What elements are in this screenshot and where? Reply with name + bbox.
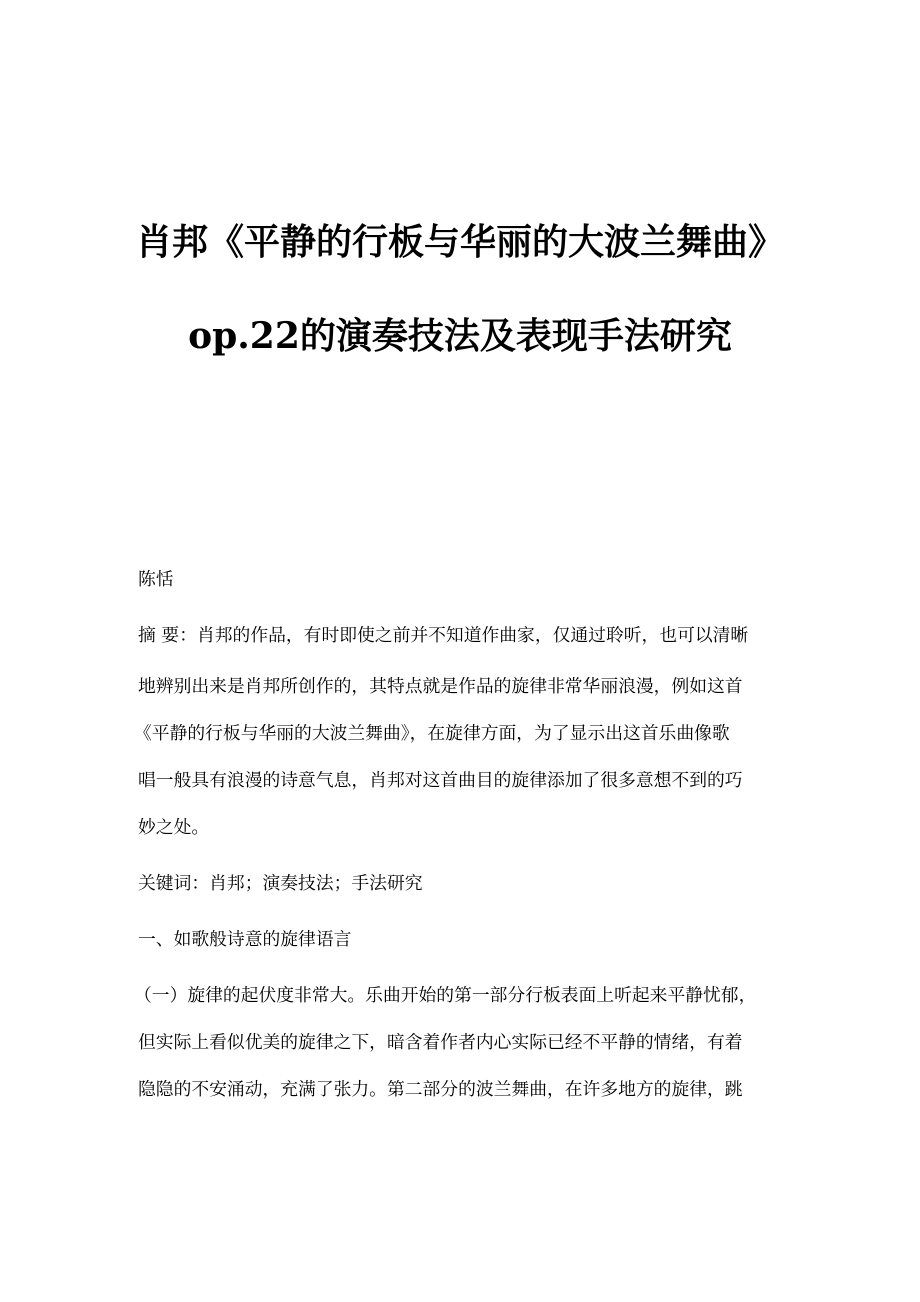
section-heading: 一、如歌般诗意的旋律语言 — [138, 929, 352, 950]
body-line: （一）旋律的起伏度非常大。乐曲开始的第一部分行板表面上听起来平静忧郁， — [134, 985, 757, 1006]
body-line: 隐隐的不安涌动，充满了张力。第二部分的波兰舞曲，在许多地方的旋律，跳 — [138, 1079, 743, 1100]
abstract-line: 摘 要：肖邦的作品，有时即使之前并不知道作曲家，仅通过聆听，也可以清晰 — [138, 625, 749, 646]
document-title-line-1: 肖邦《平静的行板与华丽的大波兰舞曲》 — [135, 221, 784, 263]
body-line: 但实际上看似优美的旋律之下，暗含着作者内心实际已经不平静的情绪，有着 — [138, 1032, 743, 1053]
abstract-line: 地辨别出来是肖邦所创作的，其特点就是作品的旋律非常华丽浪漫，例如这首 — [138, 676, 743, 697]
abstract-line: 妙之处。 — [138, 817, 210, 838]
abstract-line: 《平静的行板与华丽的大波兰舞曲》，在旋律方面，为了显示出这首乐曲像歌 — [134, 723, 730, 744]
abstract-line: 唱一般具有浪漫的诗意气息，肖邦对这首曲目的旋律添加了很多意想不到的巧 — [138, 770, 743, 791]
keywords: 关键词：肖邦；演奏技法；手法研究 — [138, 873, 423, 894]
document-title-line-2: op.22的演奏技法及表现手法研究 — [188, 315, 732, 357]
author-name: 陈恬 — [138, 569, 174, 590]
